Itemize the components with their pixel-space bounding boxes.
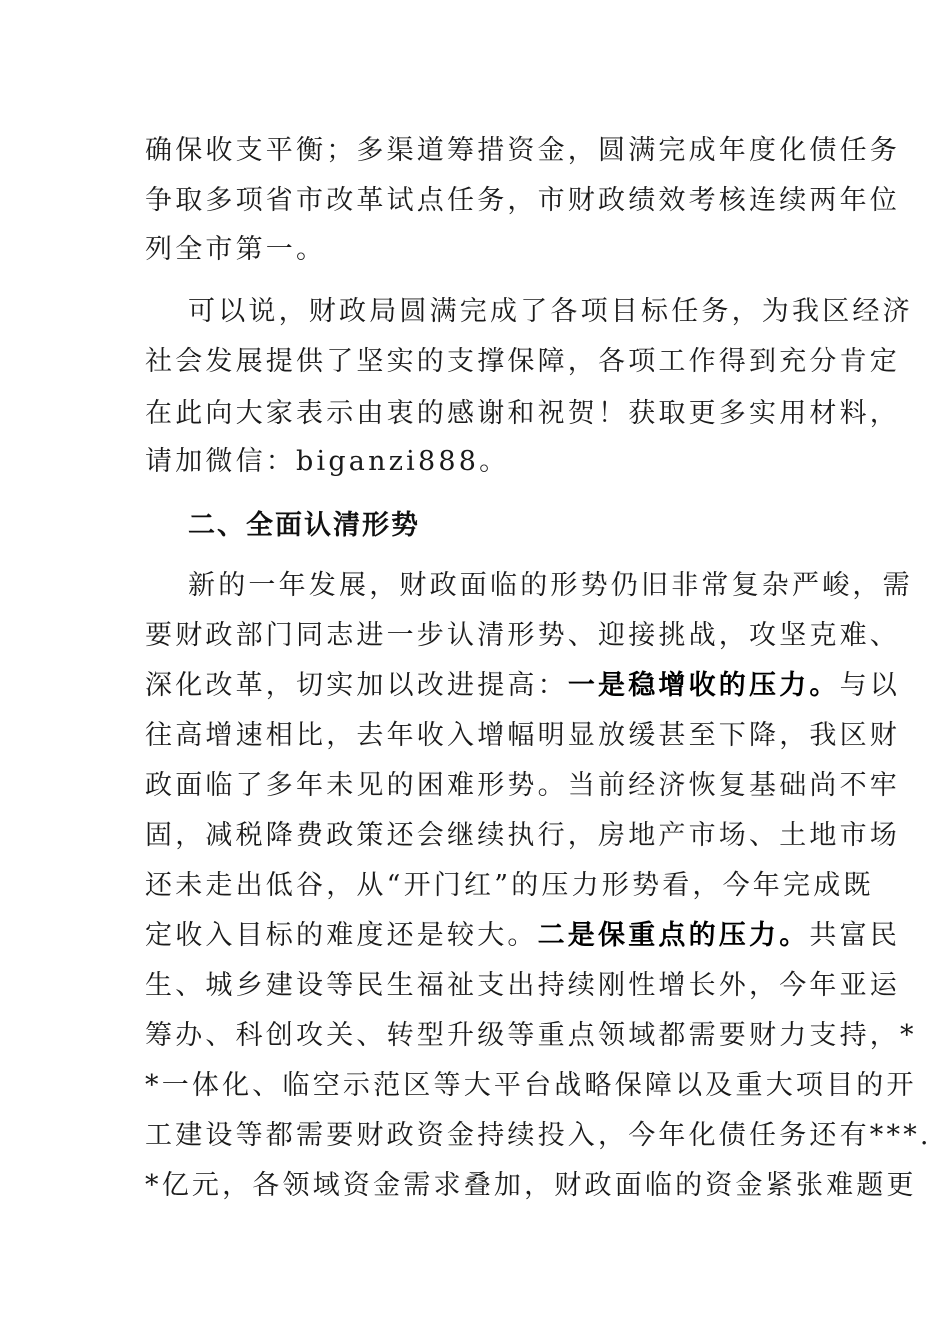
section-heading: 二、全面认清形势 (188, 510, 420, 541)
text-line: 列全市第一。 (145, 234, 327, 265)
text-line: 还未走出低谷，从“开门红”的压力形势看，今年完成既 (145, 870, 874, 901)
point-label: 一是稳增收的压力。 (567, 670, 840, 701)
text-line: 筹办、科创攻关、转型升级等重点领域都需要财力支持，* (145, 1020, 917, 1051)
text-segment: 深化改革，切实加以改进提高： (145, 670, 568, 701)
point-label: 二是保重点的压力。 (537, 920, 810, 951)
text-line: *一体化、临空示范区等大平台战略保障以及重大项目的开 (145, 1070, 917, 1101)
text-segment: 定收入目标的难度还是较大。 (145, 920, 538, 951)
text-line: 要财政部门同志进一步认清形势、迎接挑战，攻坚克难、 (145, 620, 900, 651)
text-line (145, 660, 901, 712)
text-line: 可以说，财政局圆满完成了各项目标任务，为我区经济 (188, 296, 913, 327)
text-line: 往高增速相比，去年收入增幅明显放缓甚至下降，我区财 (145, 720, 900, 751)
text-line: *亿元，各领域资金需求叠加，财政面临的资金紧张难题更 (145, 1170, 917, 1201)
text-line: 争取多项省市改革试点任务，市财政绩效考核连续两年位 (145, 185, 900, 216)
text-line: 确保收支平衡；多渠道筹措资金，圆满完成年度化债任务 (145, 135, 900, 166)
text-line: 请加微信：biganzi888。 (145, 446, 510, 477)
text-segment: 与以 (839, 670, 901, 701)
text-line: 新的一年发展，财政面临的形势仍旧非常复杂严峻，需 (188, 570, 913, 601)
text-line: 政面临了多年未见的困难形势。当前经济恢复基础尚不牢 (145, 770, 900, 801)
text-line: 生、城乡建设等民生福祉支出持续刚性增长外，今年亚运 (145, 970, 900, 1001)
text-line: 工建设等都需要财政资金持续投入，今年化债任务还有***. (145, 1120, 932, 1151)
text-line (145, 910, 901, 962)
text-segment: 共富民 (809, 920, 901, 951)
text-line: 在此向大家表示由衷的感谢和祝贺！获取更多实用材料， (145, 398, 900, 429)
text-line: 社会发展提供了坚实的支撑保障，各项工作得到充分肯定 (145, 346, 900, 377)
text-line: 固，减税降费政策还会继续执行，房地产市场、土地市场 (145, 820, 900, 851)
